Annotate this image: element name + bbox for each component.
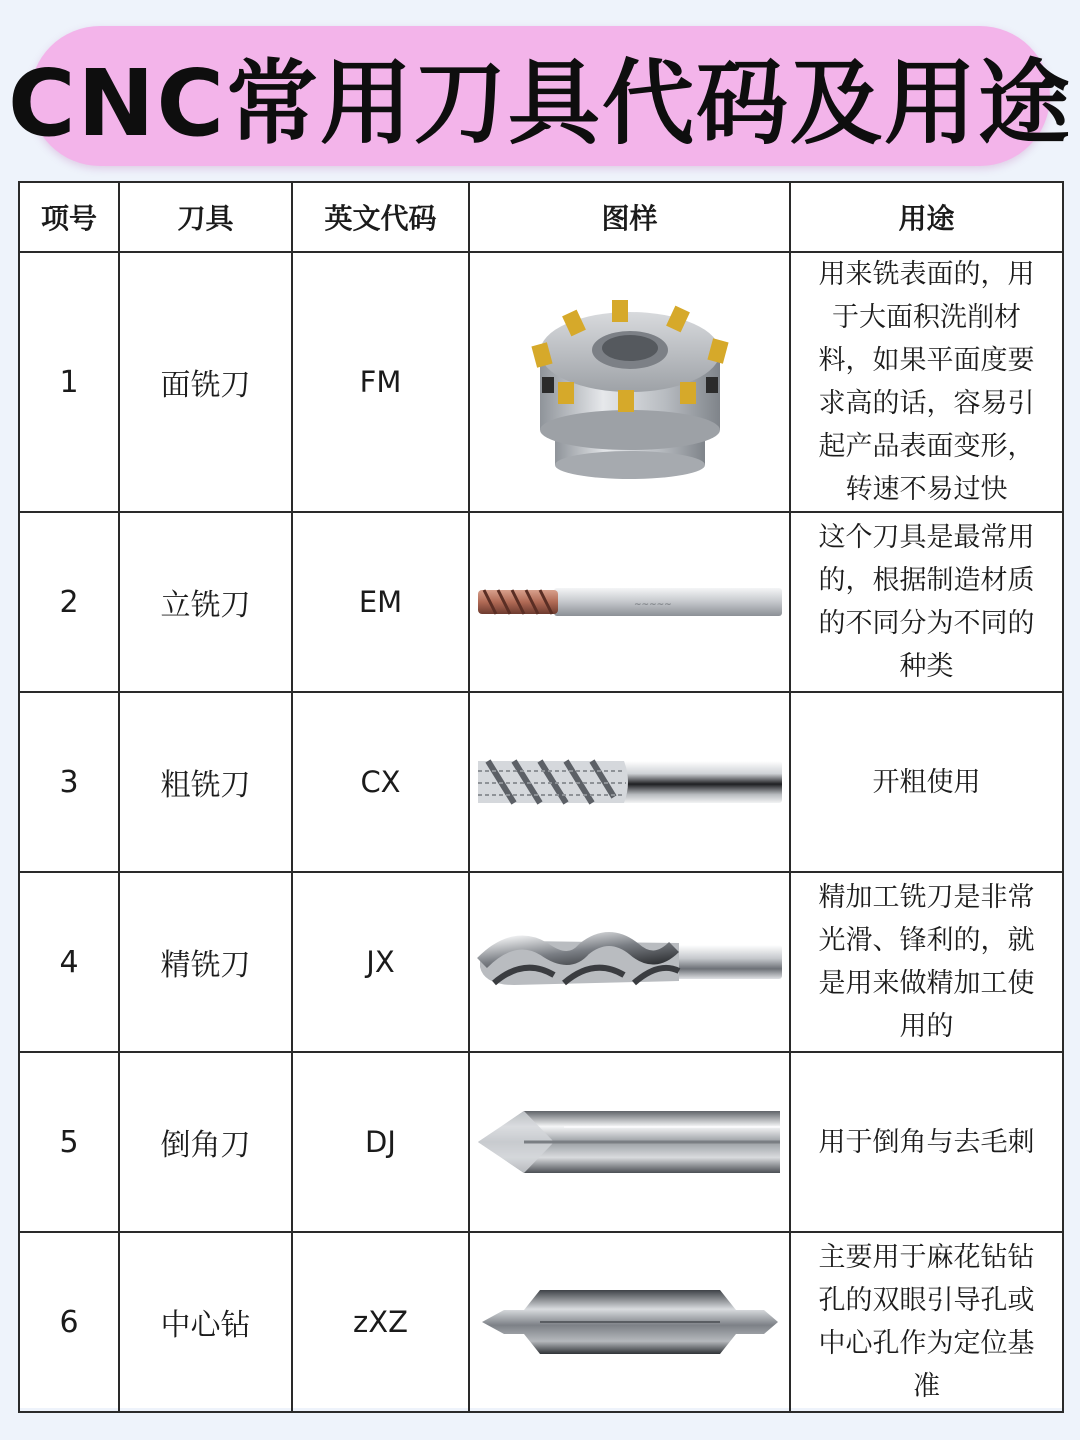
cell-item-no: 4	[19, 872, 119, 1052]
roughing-mill-icon	[474, 747, 786, 817]
cell-usage: 这个刀具是最常用的，根据制造材质的不同分为不同的种类	[790, 512, 1063, 692]
header-usage: 用途	[790, 182, 1063, 252]
cell-tool: 立铣刀	[119, 512, 292, 692]
cell-item-no: 1	[19, 252, 119, 512]
cell-code: DJ	[292, 1052, 469, 1232]
svg-text:~~~~~: ~~~~~	[633, 600, 672, 610]
cell-image	[469, 252, 790, 512]
cell-image	[469, 872, 790, 1052]
center-drill-icon	[474, 1282, 786, 1362]
cell-image	[469, 1232, 790, 1412]
table-row	[19, 872, 1063, 1052]
cell-code: JX	[292, 872, 469, 1052]
cell-tool: 粗铣刀	[119, 692, 292, 872]
cell-image	[469, 692, 790, 872]
face-mill-icon	[520, 282, 740, 482]
header-tool: 刀具	[119, 182, 292, 252]
cell-item-no: 6	[19, 1232, 119, 1412]
table-row	[19, 512, 1063, 692]
tool-table-container	[18, 181, 1062, 1408]
table-header-row	[19, 182, 1063, 252]
table-row	[19, 692, 1063, 872]
cell-image	[469, 1052, 790, 1232]
cell-code: EM	[292, 512, 469, 692]
cell-usage: 精加工铣刀是非常光滑、锋利的，就是用来做精加工使用的	[790, 872, 1063, 1052]
table-row	[19, 1052, 1063, 1232]
finishing-mill-icon	[474, 927, 786, 997]
cell-tool: 中心钻	[119, 1232, 292, 1412]
cell-item-no: 5	[19, 1052, 119, 1232]
header-code: 英文代码	[292, 182, 469, 252]
cell-tool: 精铣刀	[119, 872, 292, 1052]
table-row	[19, 1232, 1063, 1412]
cell-tool: 倒角刀	[119, 1052, 292, 1232]
tool-table	[18, 181, 1064, 1413]
cell-usage: 主要用于麻花钻钻孔的双眼引导孔或中心孔作为定位基准	[790, 1232, 1063, 1412]
cell-code: FM	[292, 252, 469, 512]
cell-usage: 开粗使用	[790, 692, 1063, 872]
cell-image	[469, 512, 790, 692]
cell-tool: 面铣刀	[119, 252, 292, 512]
cell-usage: 用于倒角与去毛刺	[790, 1052, 1063, 1232]
end-mill-icon	[474, 577, 786, 627]
page-title: CNC常用刀具代码及用途	[7, 50, 1073, 157]
header-item-no: 项号	[19, 182, 119, 252]
header-image: 图样	[469, 182, 790, 252]
chamfer-tool-icon	[474, 1107, 786, 1177]
table-row	[19, 252, 1063, 512]
cell-usage: 用来铣表面的，用于大面积洗削材料，如果平面度要求高的话，容易引起产品表面变形，转速不易过快	[790, 252, 1063, 512]
cell-code: zXZ	[292, 1232, 469, 1412]
title-banner	[7, 26, 1073, 166]
cell-code: CX	[292, 692, 469, 872]
cell-item-no: 3	[19, 692, 119, 872]
cell-item-no: 2	[19, 512, 119, 692]
